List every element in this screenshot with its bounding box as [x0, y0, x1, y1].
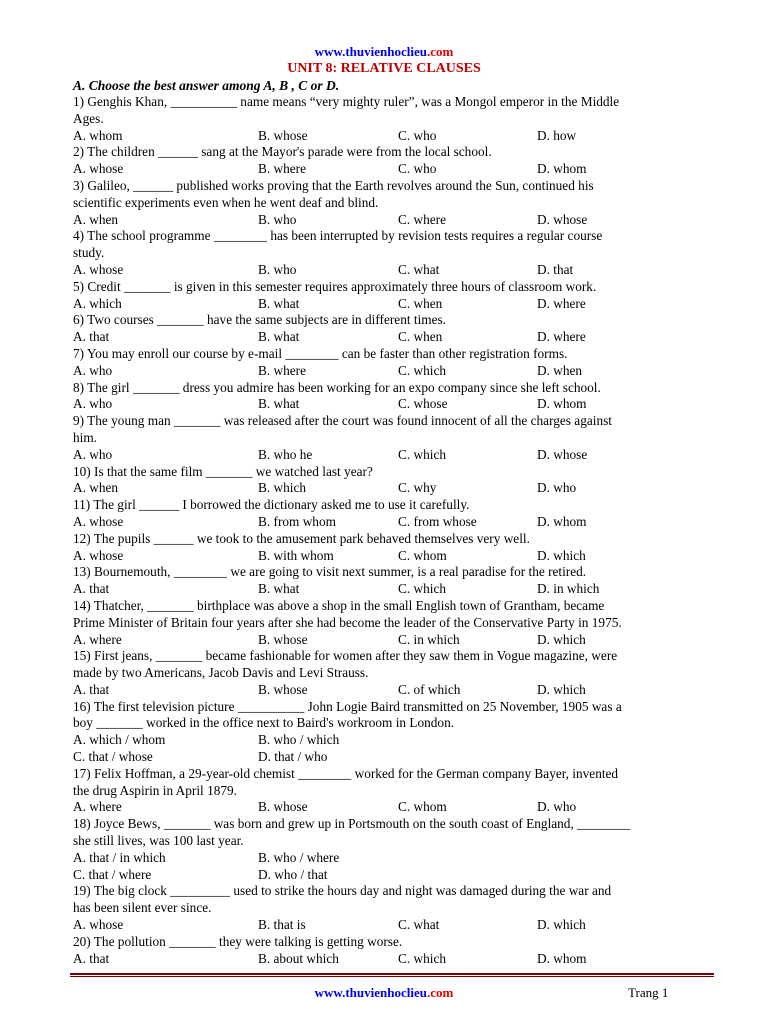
answer-option[interactable]: C. whose — [398, 396, 448, 412]
question-text: 7) You may enroll our course by e-mail ________ can be faster than other registration forms. — [73, 345, 568, 361]
answer-option[interactable]: B. that is — [258, 917, 306, 933]
question-text: 11) The girl ______ I borrowed the dictionary asked me to use it carefully. — [73, 497, 470, 513]
answer-option[interactable]: D. whom — [537, 396, 587, 412]
answer-option[interactable]: A. that — [73, 581, 110, 597]
answer-options-row — [73, 296, 713, 313]
answer-option[interactable]: B. about which — [258, 950, 339, 966]
footer-site-domain: .com — [426, 985, 454, 1000]
site-domain: .com — [426, 44, 454, 59]
answer-option[interactable]: D. who — [537, 799, 577, 815]
answer-option[interactable]: C. from whose — [398, 513, 477, 529]
answer-options-row — [73, 749, 713, 766]
answer-option[interactable]: C. whom — [398, 799, 447, 815]
answer-option[interactable]: A. that — [73, 329, 110, 345]
answer-option[interactable]: B. which — [258, 480, 307, 496]
question-text: him. — [73, 429, 98, 445]
answer-option[interactable]: B. who / where — [258, 849, 340, 865]
answer-option[interactable]: D. which — [537, 917, 586, 933]
answer-option[interactable]: D. which — [537, 631, 586, 647]
question-item — [73, 598, 713, 648]
answer-option[interactable]: C. where — [398, 211, 446, 227]
question-text: 12) The pupils ______ we took to the amusement park behaved themselves very well. — [73, 530, 530, 546]
question-text: 5) Credit _______ is given in this semester requires approximately three hours of classroom work. — [73, 278, 597, 294]
answer-options-row — [73, 867, 713, 884]
answer-options-row — [73, 850, 713, 867]
answer-option[interactable]: A. who — [73, 446, 113, 462]
answer-option[interactable]: B. whose — [258, 631, 308, 647]
answer-option[interactable]: B. where — [258, 161, 306, 177]
question-text: Prime Minister of Britain four years after she had become the leader of the Conservative Party in 1975. — [73, 614, 622, 630]
answer-option[interactable]: B. whose — [258, 127, 308, 143]
answer-option[interactable]: D. when — [537, 362, 583, 378]
answer-option[interactable]: D. whom — [537, 950, 587, 966]
answer-option[interactable]: D. who — [537, 480, 577, 496]
answer-option[interactable]: D. that / who — [258, 749, 328, 765]
question-text: scientific experiments even when he went deaf and blind. — [73, 194, 379, 210]
answer-option[interactable]: D. in which — [537, 581, 600, 597]
question-text: 16) The first television picture __________ John Logie Baird transmitted on 25 November, 1905 was a — [73, 698, 622, 714]
answer-option[interactable]: B. what — [258, 329, 300, 345]
question-item — [73, 648, 713, 698]
answer-option[interactable]: B. who / which — [258, 732, 340, 748]
answer-option[interactable]: C. in which — [398, 631, 460, 647]
answer-option[interactable]: B. whose — [258, 799, 308, 815]
answer-option[interactable]: A. where — [73, 799, 122, 815]
question-text: boy _______ worked in the office next to Baird's workroom in London. — [73, 715, 455, 731]
question-item — [73, 883, 713, 933]
question-text: 19) The big clock _________ used to strike the hours day and night was damaged during the war and — [73, 883, 612, 899]
answer-option[interactable]: B. who he — [258, 446, 313, 462]
question-item — [73, 413, 713, 463]
answer-option[interactable]: C. which — [398, 446, 447, 462]
question-text: study. — [73, 245, 105, 261]
answer-option[interactable]: C. which — [398, 581, 447, 597]
question-text: 18) Joyce Bews, _______ was born and grew up in Portsmouth on the south coast of England, ________ — [73, 816, 631, 832]
answer-option[interactable]: A. whose — [73, 547, 124, 563]
question-item — [73, 531, 713, 565]
answer-option[interactable]: D. who / that — [258, 866, 328, 882]
question-text: 17) Felix Hoffman, a 29-year-old chemist ________ worked for the German company Bayer, invented — [73, 765, 619, 781]
question-text: 8) The girl _______ dress you admire has been working for an expo company since she left school. — [73, 379, 601, 395]
question-item — [73, 312, 713, 346]
question-item — [73, 934, 713, 968]
unit-title: UNIT 8: RELATIVE CLAUSES — [287, 61, 481, 76]
question-text: 20) The pollution _______ they were talking is getting worse. — [73, 933, 403, 949]
answer-option[interactable]: C. why — [398, 480, 437, 496]
section-heading: A. Choose the best answer among A, B , C or D. — [73, 78, 340, 93]
answer-option[interactable]: D. whom — [537, 513, 587, 529]
answer-options-row — [73, 951, 713, 968]
answer-option[interactable]: D. whom — [537, 161, 587, 177]
answer-option[interactable]: D. where — [537, 329, 586, 345]
answer-option[interactable]: B. where — [258, 362, 306, 378]
footer-rule — [70, 973, 714, 975]
page-number: Trang 1 — [628, 985, 669, 1000]
question-text: Ages. — [73, 110, 104, 126]
answer-option[interactable]: A. when — [73, 211, 119, 227]
answer-option[interactable]: C. which — [398, 362, 447, 378]
answer-option[interactable]: A. who — [73, 362, 113, 378]
question-item — [73, 144, 713, 178]
question-item — [73, 497, 713, 531]
site-header-link[interactable] — [0, 44, 768, 59]
question-item — [73, 94, 713, 144]
question-text: 1) Genghis Khan, __________ name means “very mighty ruler”, was a Mongol emperor in the Middle — [73, 94, 620, 109]
question-text: 4) The school programme ________ has been interrupted by revision tests requires a regular course — [73, 228, 603, 244]
answer-option[interactable]: D. which — [537, 681, 586, 697]
answer-options-row — [73, 799, 713, 816]
answer-option[interactable]: B. who — [258, 261, 297, 277]
answer-option[interactable]: A. whose — [73, 161, 124, 177]
answer-option[interactable]: D. whose — [537, 446, 588, 462]
question-item — [73, 279, 713, 313]
question-text: 14) Thatcher, _______ birthplace was above a shop in the small English town of Grantham, became — [73, 597, 605, 613]
answer-options-row — [73, 262, 713, 279]
answer-options-row — [73, 396, 713, 413]
answer-options-row — [73, 917, 713, 934]
question-list — [73, 94, 713, 967]
answer-option[interactable]: A. whose — [73, 917, 124, 933]
answer-option[interactable]: B. what — [258, 396, 300, 412]
question-text: 6) Two courses _______ have the same subjects are in different times. — [73, 312, 447, 328]
answer-option[interactable]: A. which / whom — [73, 732, 166, 748]
answer-option[interactable]: B. from whom — [258, 513, 336, 529]
answer-option[interactable]: A. that — [73, 681, 110, 697]
answer-options-row — [73, 632, 713, 649]
answer-option[interactable]: D. that — [537, 261, 574, 277]
answer-option[interactable]: A. whose — [73, 261, 124, 277]
question-item — [73, 464, 713, 498]
question-item — [73, 178, 713, 228]
answer-option[interactable]: D. whose — [537, 211, 588, 227]
footer-site-name: www.thuvienhoclieu — [314, 985, 427, 1000]
question-item — [73, 380, 713, 414]
answer-options-row — [73, 363, 713, 380]
answer-option[interactable]: B. what — [258, 295, 300, 311]
answer-options-row — [73, 682, 713, 699]
question-item — [73, 766, 713, 816]
answer-option[interactable]: C. what — [398, 261, 440, 277]
answer-option[interactable]: C. that / where — [73, 866, 152, 882]
answer-options-row — [73, 329, 713, 346]
answer-option[interactable]: C. when — [398, 295, 443, 311]
question-text: 9) The young man _______ was released after the court was found innocent of all the charges against — [73, 413, 612, 429]
answer-option[interactable]: A. whom — [73, 127, 123, 143]
answer-option[interactable]: D. how — [537, 127, 577, 143]
answer-option[interactable]: A. that — [73, 950, 110, 966]
answer-options-row — [73, 732, 713, 749]
answer-option[interactable]: B. with whom — [258, 547, 334, 563]
question-text: 3) Galileo, ______ published works proving that the Earth revolves around the Sun, continued his — [73, 177, 594, 193]
answer-option[interactable]: C. when — [398, 329, 443, 345]
answer-options-row — [73, 581, 713, 598]
answer-option[interactable]: C. who — [398, 161, 437, 177]
question-item — [73, 346, 713, 380]
answer-option[interactable]: A. who — [73, 396, 113, 412]
question-item — [73, 228, 713, 278]
question-text: has been silent ever since. — [73, 900, 212, 916]
answer-option[interactable]: A. that / in which — [73, 849, 166, 865]
answer-option[interactable]: A. whose — [73, 513, 124, 529]
answer-options-row — [73, 128, 713, 145]
answer-option[interactable]: C. what — [398, 917, 440, 933]
answer-option[interactable]: A. which — [73, 295, 122, 311]
answer-option[interactable]: B. whose — [258, 681, 308, 697]
answer-option[interactable]: D. where — [537, 295, 586, 311]
answer-option[interactable]: C. whom — [398, 547, 447, 563]
question-text: 2) The children ______ sang at the Mayor's parade were from the local school. — [73, 144, 492, 160]
answer-options-row — [73, 514, 713, 531]
answer-option[interactable]: A. where — [73, 631, 122, 647]
question-item — [73, 699, 713, 766]
question-item — [73, 564, 713, 598]
answer-option[interactable]: C. which — [398, 950, 447, 966]
answer-option[interactable]: D. which — [537, 547, 586, 563]
answer-option[interactable]: B. what — [258, 581, 300, 597]
answer-options-row — [73, 480, 713, 497]
question-text: the drug Aspirin in April 1879. — [73, 782, 237, 798]
answer-options-row — [73, 161, 713, 178]
question-text: 13) Bournemouth, ________ we are going to visit next summer, is a real paradise for the retired. — [73, 564, 587, 580]
question-text: made by two Americans, Jacob Davis and Levi Strauss. — [73, 665, 369, 681]
site-name: www.thuvienhoclieu — [314, 44, 427, 59]
question-item — [73, 816, 713, 883]
question-text: 10) Is that the same film _______ we watched last year? — [73, 463, 373, 479]
footer-rule-thin — [70, 976, 714, 977]
answer-option[interactable]: A. when — [73, 480, 119, 496]
answer-options-row — [73, 447, 713, 464]
answer-options-row — [73, 212, 713, 229]
answer-option[interactable]: C. of which — [398, 681, 461, 697]
answer-option[interactable]: C. that / whose — [73, 749, 153, 765]
answer-option[interactable]: C. who — [398, 127, 437, 143]
question-text: 15) First jeans, _______ became fashionable for women after they saw them in Vogue magazine, were — [73, 648, 618, 664]
answer-options-row — [73, 548, 713, 565]
question-text: she still lives, was 100 last year. — [73, 833, 244, 849]
answer-option[interactable]: B. who — [258, 211, 297, 227]
